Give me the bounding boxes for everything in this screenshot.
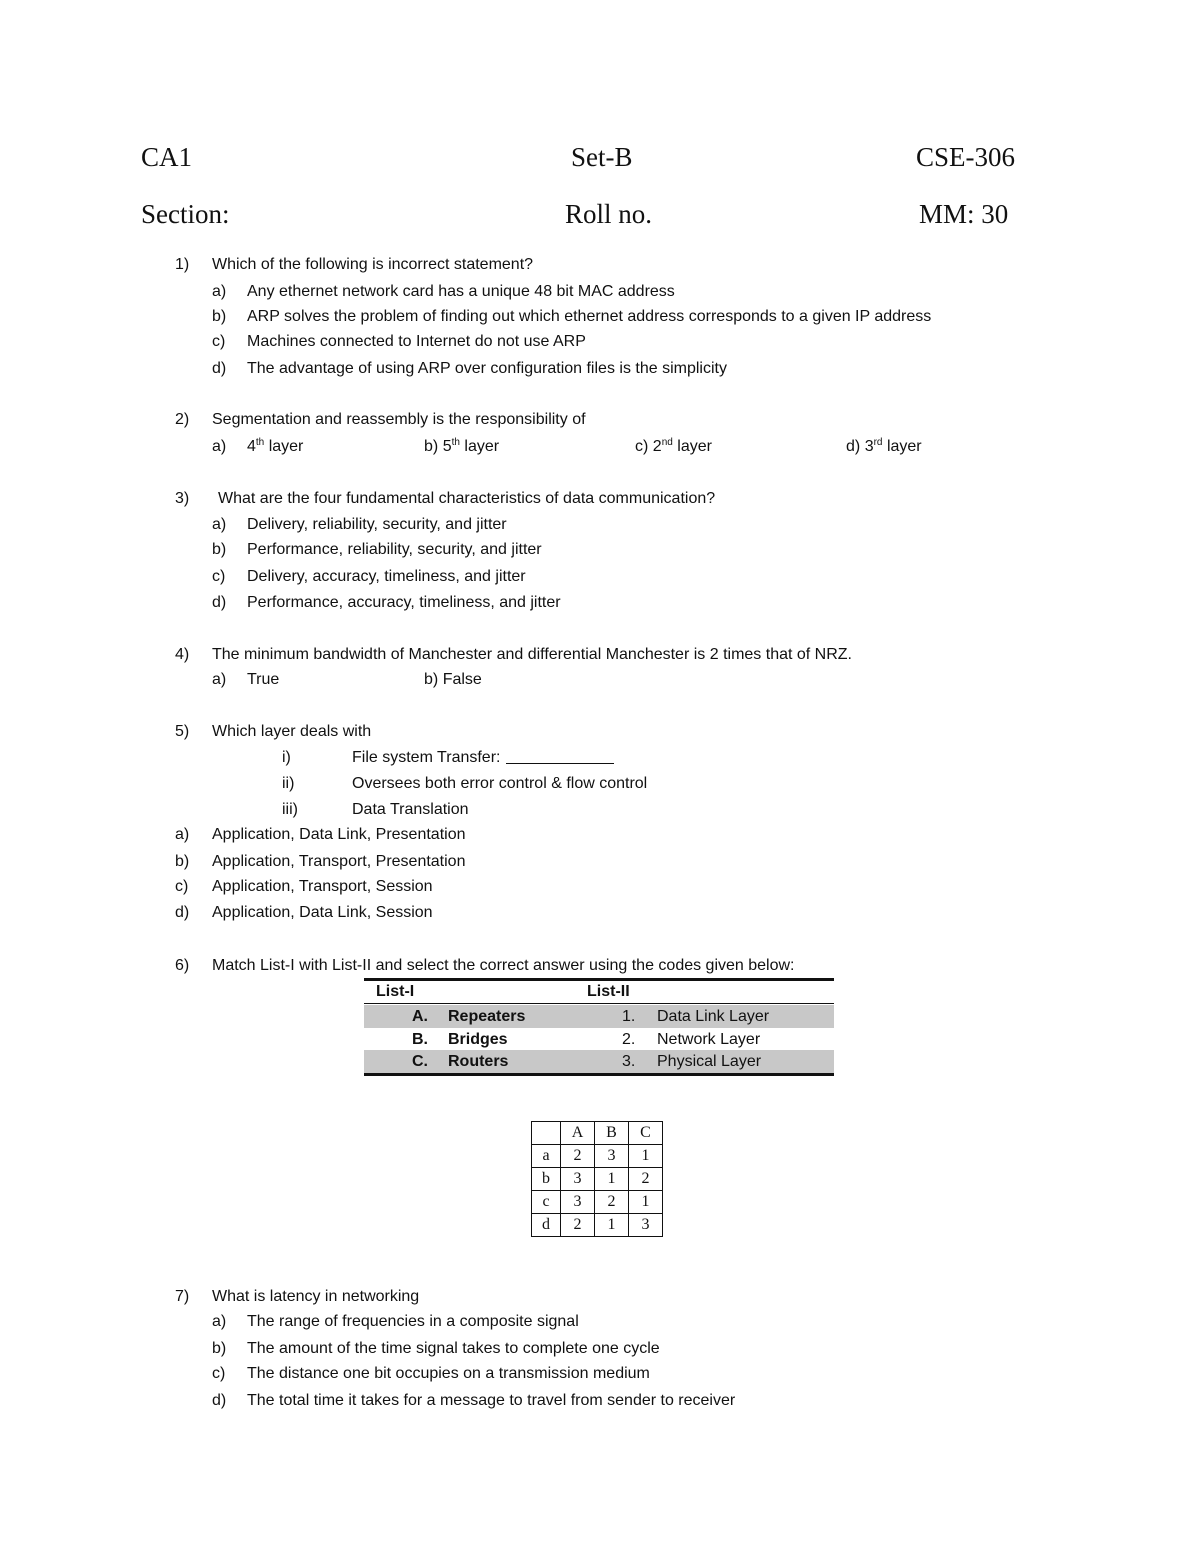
q1-option-c-label: c) [212,333,226,350]
answer-blank [506,763,614,764]
q5-item-i-label: i) [282,749,291,766]
q4-option-b: b) False [424,671,482,688]
question-1-text: Which of the following is incorrect statement? [212,256,534,273]
row-b-label: B. [412,1031,428,1048]
row-1-label: 1. [622,1008,636,1025]
row-2-label: 2. [622,1031,636,1048]
question-6-number: 6) [175,957,190,974]
q7-option-c: The distance one bit occupies on a transmission medium [247,1365,650,1382]
question-4-text: The minimum bandwidth of Manchester and differential Manchester is 2 times that of NRZ. [212,646,852,663]
grid-cell: c [532,1191,561,1214]
q7-option-d: The total time it takes for a message to travel from sender to receiver [247,1392,736,1409]
q1-option-a: Any ethernet network card has a unique 48 bit MAC address [247,283,675,300]
grid-cell: 1 [595,1168,629,1191]
q2-option-a: 4th layer [247,437,304,455]
q1-option-d-label: d) [212,360,227,377]
grid-cell: 1 [629,1191,663,1214]
q5-option-c-label: c) [175,878,189,895]
question-2-text: Segmentation and reassembly is the responsibility of [212,411,586,428]
q7-option-b: The amount of the time signal takes to complete one cycle [247,1340,660,1357]
row-b-item: Bridges [448,1031,508,1048]
grid-cell: C [629,1122,663,1145]
q3-option-c: Delivery, accuracy, timeliness, and jitter [247,568,526,585]
q3-option-c-label: c) [212,568,226,585]
grid-row [532,1145,663,1168]
grid-row [532,1214,663,1237]
q5-item-ii-label: ii) [282,775,295,792]
row-2-item: Network Layer [657,1031,761,1048]
q7-option-a: The range of frequencies in a composite signal [247,1313,579,1330]
q5-option-a: Application, Data Link, Presentation [212,826,466,843]
q7-option-a-label: a) [212,1313,227,1330]
question-7-text: What is latency in networking [212,1288,420,1305]
answer-code-grid [531,1121,663,1237]
q2-option-d: d) 3rd layer [846,437,922,455]
q1-option-b-label: b) [212,308,227,325]
row-3-item: Physical Layer [657,1053,762,1070]
q7-option-b-label: b) [212,1340,227,1357]
grid-cell: 3 [561,1191,595,1214]
question-5-text: Which layer deals with [212,723,372,740]
row-c-shade [364,1050,834,1073]
question-4-number: 4) [175,646,190,663]
q1-option-d: The advantage of using ARP over configuration files is the simplicity [247,360,727,377]
q5-item-iii: Data Translation [352,801,469,818]
section-label: Section: [141,199,230,229]
grid-cell: a [532,1145,561,1168]
q4-option-a: True [247,671,280,688]
course-code: CSE-306 [916,142,1016,172]
q5-option-b: Application, Transport, Presentation [212,853,466,870]
q5-option-b-label: b) [175,853,190,870]
q5-option-c: Application, Transport, Session [212,878,433,895]
q4-option-a-label: a) [212,671,227,688]
grid-cell: 2 [595,1191,629,1214]
grid-cell: 3 [595,1145,629,1168]
question-6-text: Match List-I with List-II and select the correct answer using the codes given below: [212,957,795,974]
q5-item-iii-label: iii) [282,801,298,818]
q1-option-b: ARP solves the problem of finding out which ethernet address corresponds to a given IP address [247,308,932,325]
q5-option-d: Application, Data Link, Session [212,904,433,921]
grid-header-row [532,1122,663,1145]
row-1-item: Data Link Layer [657,1008,770,1025]
grid-cell: 1 [629,1145,663,1168]
grid-cell: 3 [629,1214,663,1237]
q3-option-a: Delivery, reliability, security, and jitter [247,516,507,533]
q5-option-a-label: a) [175,826,190,843]
grid-cell: b [532,1168,561,1191]
table-rule-top [364,978,834,981]
table-rule-bottom [364,1073,834,1076]
grid-row [532,1168,663,1191]
row-c-label: C. [412,1053,428,1070]
grid-cell: 2 [629,1168,663,1191]
q7-option-d-label: d) [212,1392,227,1409]
q3-option-b-label: b) [212,541,227,558]
grid-row [532,1191,663,1214]
grid-cell: 2 [561,1214,595,1237]
grid-cell [532,1122,561,1145]
grid-cell: A [561,1122,595,1145]
grid-cell: 1 [595,1214,629,1237]
list-2-header: List-II [587,983,630,1000]
q3-option-d-label: d) [212,594,227,611]
question-1-number: 1) [175,256,190,273]
q1-option-a-label: a) [212,283,227,300]
list-1-header: List-I [376,983,415,1000]
grid-cell: d [532,1214,561,1237]
grid-cell: 2 [561,1145,595,1168]
row-3-label: 3. [622,1053,636,1070]
max-marks: MM: 30 [919,199,1009,229]
q3-option-b: Performance, reliability, security, and jitter [247,541,542,558]
row-c-item: Routers [448,1053,509,1070]
q7-option-c-label: c) [212,1365,226,1382]
grid-cell: B [595,1122,629,1145]
q5-option-d-label: d) [175,904,190,921]
question-5-number: 5) [175,723,190,740]
q5-item-i: File system Transfer: [352,749,614,767]
question-7-number: 7) [175,1288,190,1305]
q1-option-c: Machines connected to Internet do not use ARP [247,333,586,350]
table-rule-mid [364,1003,834,1004]
q3-option-a-label: a) [212,516,227,533]
question-3-number: 3) [175,490,190,507]
exam-code: CA1 [141,142,193,172]
question-3-text: What are the four fundamental characteristics of data communication? [218,490,716,507]
q5-item-ii: Oversees both error control & flow control [352,775,648,792]
q2-option-b: b) 5th layer [424,437,500,455]
q2-option-a-label: a) [212,438,227,455]
grid-cell: 3 [561,1168,595,1191]
row-a-item: Repeaters [448,1008,526,1025]
row-a-label: A. [412,1008,428,1025]
q2-option-c: c) 2nd layer [635,437,712,455]
question-2-number: 2) [175,411,190,428]
q3-option-d: Performance, accuracy, timeliness, and jitter [247,594,561,611]
set-label: Set-B [571,142,633,172]
roll-number-label: Roll no. [565,199,653,229]
